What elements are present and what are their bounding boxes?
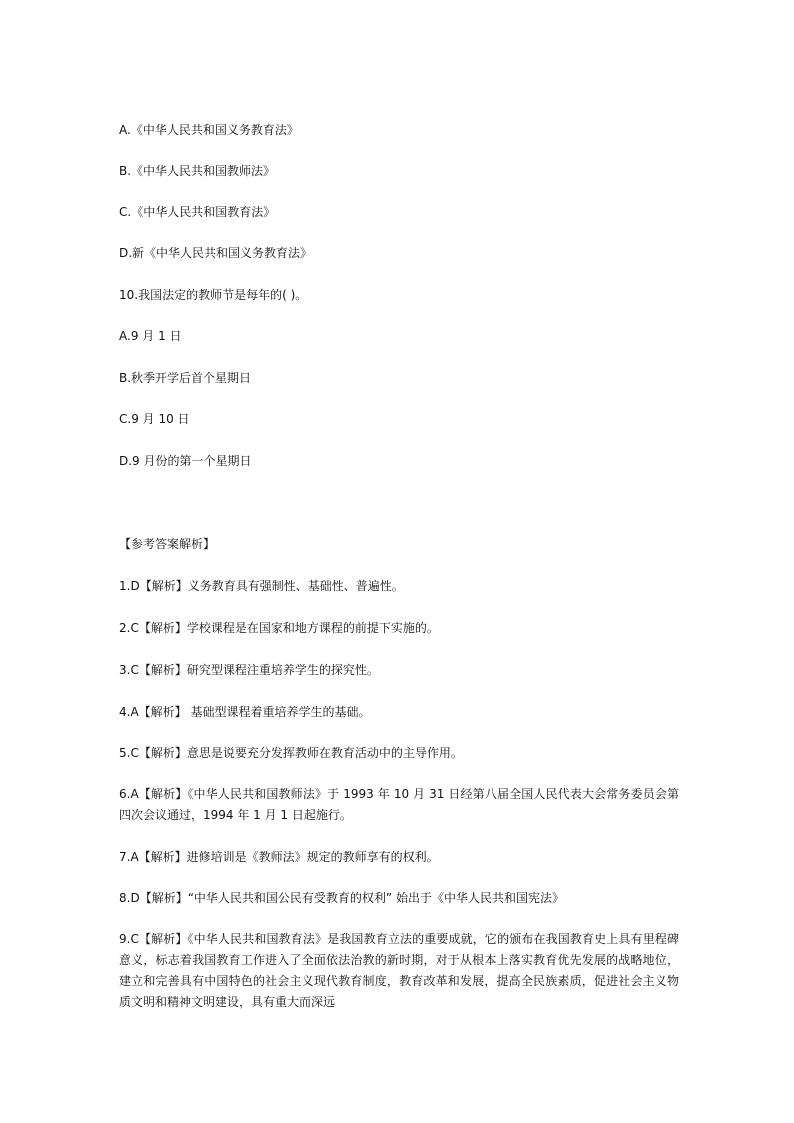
- answer-item: 2.C【解析】学校课程是在国家和地方课程的前提下实施的。: [119, 621, 439, 635]
- question-10-option-b: B.秋季开学后首个星期日: [119, 371, 252, 385]
- option-b: B.《中华人民共和国教师法》: [119, 164, 276, 178]
- option-c: C.《中华人民共和国教育法》: [119, 205, 276, 219]
- option-d: D.新《中华人民共和国义务教育法》: [119, 246, 313, 260]
- question-10-option-d: D.9 月份的第一个星期日: [119, 454, 252, 468]
- question-10-option-a: A.9 月 1 日: [119, 329, 182, 343]
- question-10-option-c: C.9 月 10 日: [119, 412, 190, 426]
- answer-item: 7.A【解析】进修培训是《教师法》规定的教师享有的权利。: [119, 850, 439, 864]
- answer-item: 5.C【解析】意思是说要充分发挥教师在教育活动中的主导作用。: [119, 746, 463, 760]
- answer-item-9: 9.C【解析】《中华人民共和国教育法》是我国教育立法的重要成就，它的颁布在我国教育史上具有里程碑意义，标志着我国教育工作进入了全面依法治教的新时期，对于从根本上落实教育优先发展的战略地位，建立和完善具有中国特色的社会主义现代教育制度，教育改革和发展，提高全民族素质，促进社会主义物质文明和精神文明建设，具有重大而深远: [119, 932, 679, 1009]
- answer-item-6: 6.A【解析】《中华人民共和国教师法》于 1993 年 10 月 31 日经第八届全国人民代表大会常务委员会第四次会议通过，1994 年 1 月 1 日起施行。: [119, 787, 679, 822]
- answer-item: 8.D【解析】“中华人民共和国公民有受教育的权利” 始出于《中华人民共和国宪法》: [119, 891, 564, 905]
- answer-item: 1.D【解析】义务教育具有强制性、基础性、普遍性。: [119, 579, 404, 593]
- question-10-stem: 10.我国法定的教师节是每年的( )。: [119, 288, 308, 302]
- answer-item: 4.A【解析】 基础型课程着重培养学生的基础。: [119, 705, 371, 719]
- option-a: A.《中华人民共和国义务教育法》: [119, 123, 299, 137]
- answers-heading: 【参考答案解析】: [119, 537, 216, 551]
- answer-item: 3.C【解析】研究型课程注重培养学生的探究性。: [119, 663, 379, 677]
